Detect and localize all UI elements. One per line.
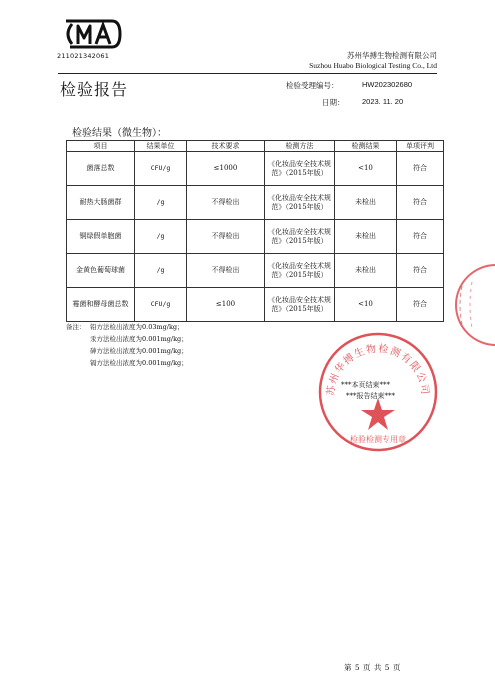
table-cell: /g xyxy=(135,220,187,254)
date-value: 2023. 11. 20 xyxy=(362,97,404,106)
table-cell: 符合 xyxy=(397,152,444,186)
report-title: 检验报告 xyxy=(60,80,129,99)
note-line: 镉方法检出浓度为0.001mg/kg； xyxy=(90,359,188,367)
table-cell: 符合 xyxy=(397,186,444,220)
table-cell: 《化妆品安全技术规范》（2015年版） xyxy=(265,288,335,322)
table-cell: 铜绿假单胞菌 xyxy=(67,220,135,254)
table-cell: ≤1000 xyxy=(187,152,265,186)
table-row xyxy=(67,288,444,322)
column-header: 结果单位 xyxy=(135,141,187,152)
table-cell: 耐热大肠菌群 xyxy=(67,186,135,220)
table-cell: 霉菌和酵母菌总数 xyxy=(67,288,135,322)
table-cell: 《化妆品安全技术规范》（2015年版） xyxy=(265,152,335,186)
table-cell: 菌落总数 xyxy=(67,152,135,186)
seal-bottom-text: 检验检测专用章 xyxy=(350,435,406,444)
note-line: 砷方法检出浓度为0.001mg/kg； xyxy=(90,347,188,355)
table-row xyxy=(67,152,444,186)
table-cell: 不得检出 xyxy=(187,186,265,220)
column-header: 技术要求 xyxy=(187,141,265,152)
table-row xyxy=(67,254,444,288)
table-cell: /g xyxy=(135,254,187,288)
table-cell: ≤100 xyxy=(187,288,265,322)
company-name-en: Suzhou Huabo Biological Testing Co., Ltd xyxy=(309,61,437,70)
table-cell: 未检出 xyxy=(335,220,397,254)
partial-seal-stamp xyxy=(438,262,495,348)
table-header-row xyxy=(67,141,444,152)
cma-number: 211021342061 xyxy=(57,52,110,60)
section-title: 检验结果（微生物）： xyxy=(72,128,167,139)
table-cell: CFU/g xyxy=(135,288,187,322)
end-of-report-text: ***报告结束*** xyxy=(346,392,395,400)
note-line: 铅方法检出浓度为0.03mg/kg； xyxy=(90,323,184,331)
cma-logo xyxy=(60,18,122,50)
table-cell: CFU/g xyxy=(135,152,187,186)
table-cell: 符合 xyxy=(397,288,444,322)
table-cell: 《化妆品安全技术规范》（2015年版） xyxy=(265,254,335,288)
table-cell: 未检出 xyxy=(335,254,397,288)
table-cell: <10 xyxy=(335,152,397,186)
seal-ring-text: 苏州华搏生物检测有限公司 xyxy=(325,343,431,397)
table-row xyxy=(67,186,444,220)
table-cell: 未检出 xyxy=(335,186,397,220)
date-label: 日期： xyxy=(322,98,345,107)
header-divider xyxy=(58,73,437,74)
note-line: 汞方法检出浓度为0.001mg/kg； xyxy=(90,335,188,343)
table-cell: /g xyxy=(135,186,187,220)
company-name-cn: 苏州华搏生物检测有限公司 xyxy=(347,51,437,60)
table-cell: 不得检出 xyxy=(187,254,265,288)
accept-number-label: 检验受理编号： xyxy=(286,81,339,90)
table-cell: 符合 xyxy=(397,220,444,254)
table-cell: 符合 xyxy=(397,254,444,288)
table-cell: 金黄色葡萄球菌 xyxy=(67,254,135,288)
end-of-page-text: ***本页结束*** xyxy=(341,381,390,389)
column-header: 检测结果 xyxy=(335,141,397,152)
accept-number-value: HW202302680 xyxy=(362,80,413,89)
column-header: 单项评判 xyxy=(397,141,444,152)
table-cell: 《化妆品安全技术规范》（2015年版） xyxy=(265,186,335,220)
table-cell: 《化妆品安全技术规范》（2015年版） xyxy=(265,220,335,254)
results-table xyxy=(66,140,444,322)
page-number: 第 5 页 共 5 页 xyxy=(344,663,401,672)
column-header: 检测方法 xyxy=(265,141,335,152)
table-cell: 不得检出 xyxy=(187,220,265,254)
table-cell: <10 xyxy=(335,288,397,322)
column-header: 项目 xyxy=(67,141,135,152)
table-row xyxy=(67,220,444,254)
notes-label: 备注： xyxy=(66,323,86,331)
